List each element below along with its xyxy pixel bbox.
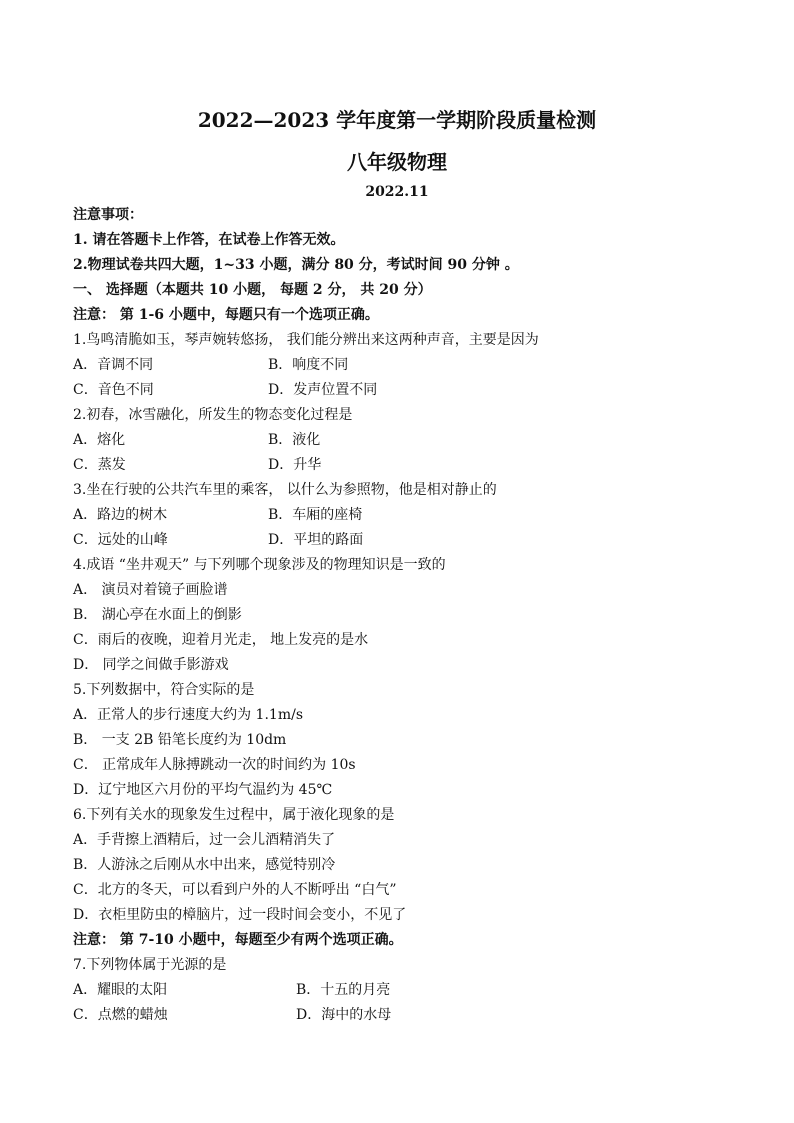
question-6-option-b: B．人游泳之后刚从水中出来，感觉特别冷	[73, 857, 336, 873]
question-2-option-b: B．液化	[268, 432, 321, 448]
question-4-option-a: A． 演员对着镜子画脸谱	[73, 582, 228, 598]
exam-title: 2022—2023 学年度第一学期阶段质量检测	[197, 108, 597, 132]
question-1-option-b: B．响度不同	[268, 357, 349, 373]
question-6-stem: 6.下列有关水的现象发生过程中，属于液化现象的是	[73, 807, 395, 823]
question-6-option-d: D．衣柜里防虫的樟脑片，过一段时间会变小，不见了	[73, 907, 407, 923]
question-2-stem: 2.初春，冰雪融化，所发生的物态变化过程是	[73, 407, 353, 423]
section-1-note-multiple: 注意： 第 7-10 小题中，每题至少有两个选项正确。	[73, 932, 403, 948]
question-3-option-c: C．远处的山峰	[73, 532, 168, 548]
question-3-option-b: B．车厢的座椅	[268, 507, 363, 523]
question-5-option-a: A．正常人的步行速度大约为 1.1m/s	[73, 707, 304, 723]
question-4-option-d: D． 同学之间做手影游戏	[73, 657, 229, 673]
exam-subject: 八年级物理	[347, 150, 447, 174]
question-3-option-a: A．路边的树木	[73, 507, 168, 523]
section-1-title: 一、 选择题（本题共 10 小题， 每题 2 分， 共 20 分）	[73, 282, 432, 298]
question-1-stem: 1.鸟鸣清脆如玉，琴声婉转悠扬， 我们能分辨出来这两种声音，主要是因为	[73, 332, 539, 348]
question-5-option-c: C． 正常成年人脉搏跳动一次的时间约为 10s	[73, 757, 356, 773]
question-7-option-b: B．十五的月亮	[296, 982, 391, 998]
question-5-stem: 5.下列数据中，符合实际的是	[73, 682, 255, 698]
note-item-1: 1. 请在答题卡上作答，在试卷上作答无效。	[73, 232, 345, 248]
question-3-stem: 3.坐在行驶的公共汽车里的乘客， 以什么为参照物，他是相对静止的	[73, 482, 497, 498]
question-5-option-d: D．辽宁地区六月份的平均气温约为 45℃	[73, 782, 333, 798]
question-4-option-c: C．雨后的夜晚，迎着月光走， 地上发亮的是水	[73, 632, 369, 648]
question-1-option-d: D．发声位置不同	[268, 382, 378, 398]
section-1-note-single: 注意： 第 1-6 小题中，每题只有一个选项正确。	[73, 307, 379, 323]
exam-date: 2022.11	[365, 184, 429, 200]
question-7-option-c: C．点燃的蜡烛	[73, 1007, 168, 1023]
question-6-option-c: C．北方的冬天，可以看到户外的人不断呼出 “白气”	[73, 882, 397, 898]
question-6-option-a: A．手背擦上酒精后，过一会儿酒精消失了	[73, 832, 336, 848]
question-1-option-c: C．音色不同	[73, 382, 154, 398]
question-7-stem: 7.下列物体属于光源的是	[73, 957, 227, 973]
question-4-stem: 4.成语 “坐井观天” 与下列哪个现象涉及的物理知识是一致的	[73, 557, 446, 573]
question-2-option-a: A．熔化	[73, 432, 126, 448]
note-item-2: 2.物理试卷共四大题，1~33 小题，满分 80 分，考试时间 90 分钟 。	[73, 257, 519, 273]
question-7-option-a: A．耀眼的太阳	[73, 982, 168, 998]
question-3-option-d: D．平坦的路面	[268, 532, 364, 548]
question-2-option-c: C．蒸发	[73, 457, 126, 473]
question-4-option-b: B． 湖心亭在水面上的倒影	[73, 607, 242, 623]
question-1-option-a: A．音调不同	[73, 357, 154, 373]
question-5-option-b: B． 一支 2B 铅笔长度约为 10dm	[73, 732, 287, 748]
notes-heading: 注意事项：	[73, 207, 143, 223]
question-2-option-d: D．升华	[268, 457, 322, 473]
question-7-option-d: D．海中的水母	[296, 1007, 392, 1023]
